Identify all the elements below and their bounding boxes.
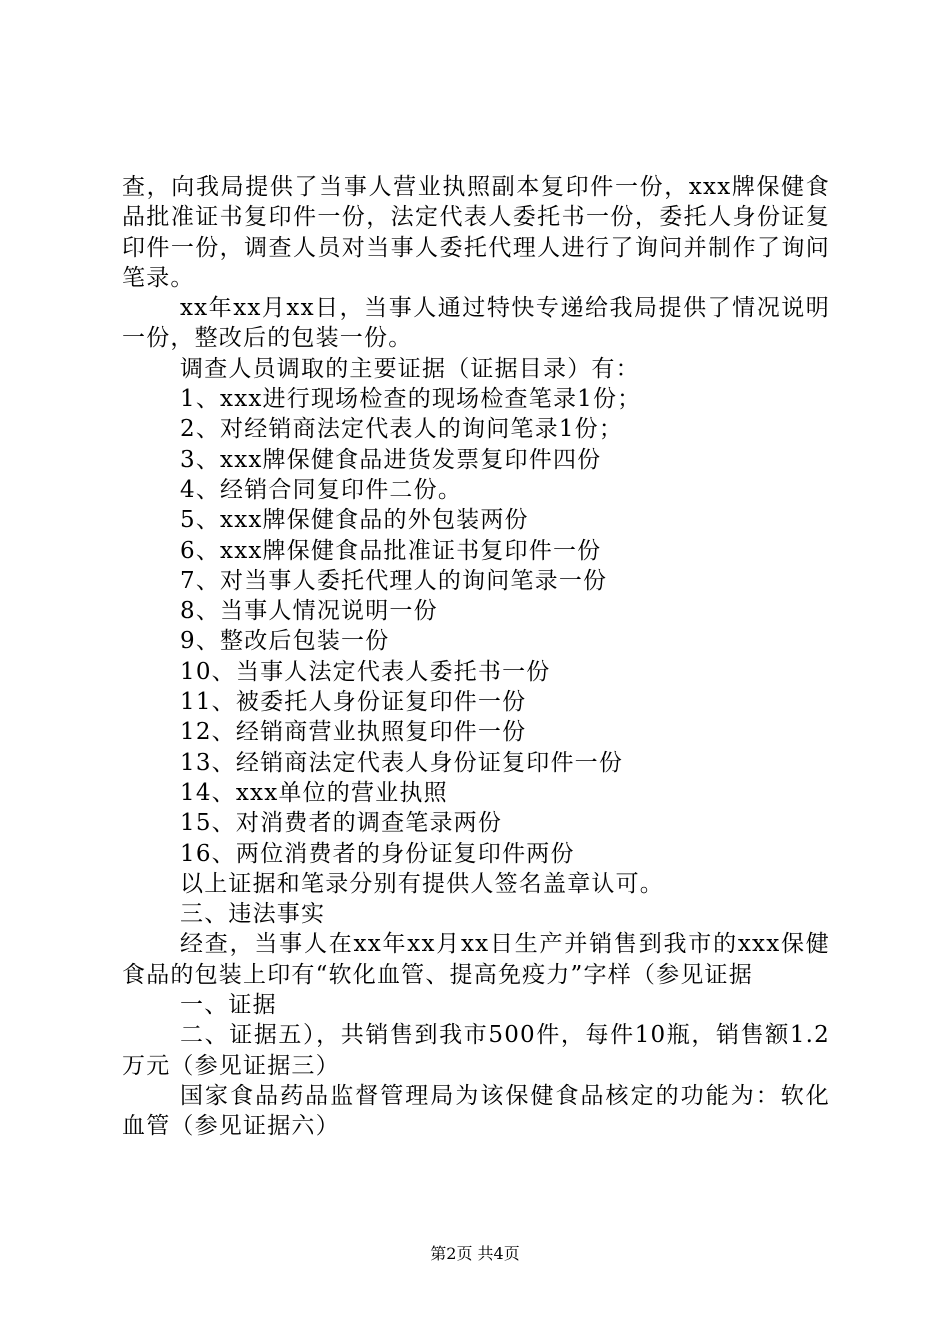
evidence-item-10: 10、当事人法定代表人委托书一份 (180, 658, 551, 685)
paragraph-1: xx年xx月xx日，当事人通过特快专递给我局提供了情况说明一份，整改后的包装一份。 (122, 295, 830, 352)
evidence-item-9: 9、整改后包装一份 (180, 628, 390, 655)
evidence-item-2: 2、对经销商法定代表人的询问笔录1份； (180, 416, 624, 443)
evidence-item-7: 7、对当事人委托代理人的询问笔录一份 (180, 567, 608, 594)
paragraph-2: 调查人员调取的主要证据（证据目录）有： (180, 355, 640, 382)
evidence-item-12: 12、经销商营业执照复印件一份 (180, 719, 527, 746)
paragraph-evidence-one: 一、证据 (180, 992, 277, 1019)
evidence-item-8: 8、当事人情况说明一份 (180, 598, 438, 625)
evidence-item-1: 1、xxx进行现场检查的现场检查笔录1份； (180, 386, 642, 413)
paragraph-0: 查，向我局提供了当事人营业执照副本复印件一份，xxx牌保健食品批准证书复印件一份，法定代表人委托书一份，委托人身份证复印件一份，调查人员对当事人委托代理人进行了询问并制作了询问笔录。 (122, 174, 830, 291)
evidence-item-5: 5、xxx牌保健食品的外包装两份 (180, 507, 529, 534)
evidence-item-11: 11、被委托人身份证复印件一份 (180, 689, 527, 716)
paragraph-sales: 二、证据五），共销售到我市500件，每件10瓶，销售额1.2万元（参见证据三） (122, 1022, 830, 1079)
evidence-item-6: 6、xxx牌保健食品批准证书复印件一份 (180, 537, 602, 564)
evidence-item-16: 16、两位消费者的身份证复印件两份 (180, 840, 575, 867)
paragraph-findings: 经查，当事人在xx年xx月xx日生产并销售到我市的xxx保健食品的包装上印有“软化血管、提高免疫力”字样（参见证据 (122, 931, 830, 988)
section-heading-violation-facts: 三、违法事实 (180, 901, 326, 928)
evidence-item-3: 3、xxx牌保健食品进货发票复印件四份 (180, 446, 602, 473)
evidence-item-13: 13、经销商法定代表人身份证复印件一份 (180, 749, 624, 776)
page-number-footer: 第2页 共4页 (430, 1244, 520, 1263)
evidence-item-15: 15、对消费者的调查笔录两份 (180, 810, 503, 837)
document-body (122, 172, 830, 1142)
paragraph-approved-function: 国家食品药品监督管理局为该保健食品核定的功能为：软化血管（参见证据六） (122, 1082, 830, 1140)
paragraph-evidence-confirmation: 以上证据和笔录分别有提供人签名盖章认可。 (180, 870, 664, 897)
evidence-item-14: 14、xxx单位的营业执照 (180, 779, 448, 806)
evidence-item-4: 4、经销合同复印件二份。 (180, 476, 463, 503)
